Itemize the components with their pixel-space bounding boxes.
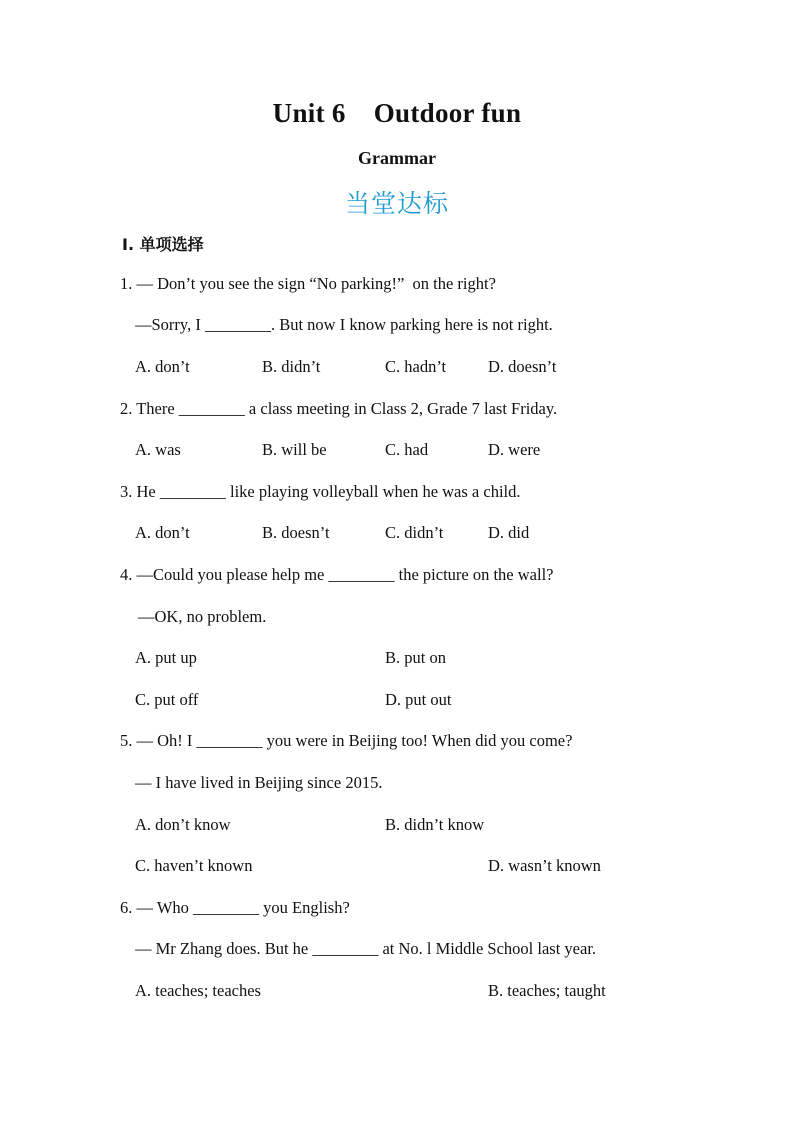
question-4-response: —OK, no problem. [138, 607, 267, 626]
question-4-option-b: B. put on [385, 648, 446, 667]
question-2-option-a: A. was [135, 440, 181, 459]
section-banner: 当堂达标 [344, 189, 449, 218]
unit-topic: Outdoor fun [373, 98, 522, 128]
question-1-stem: 1. — Don’t you see the sign “No parking!” on the right? [120, 274, 496, 293]
question-1-option-a: A. don’t [135, 357, 190, 376]
question-3-option-c: C. didn’t [385, 523, 444, 542]
question-5-option-a: A. don’t know [135, 815, 231, 834]
question-5-option-d: D. wasn’t known [488, 856, 601, 875]
question-5-response: — I have lived in Beijing since 2015. [135, 773, 383, 792]
page-title [0, 98, 794, 129]
question-3-option-a: A. don’t [135, 523, 190, 542]
question-2-option-d: D. were [488, 440, 541, 459]
question-1-option-c: C. hadn’t [385, 357, 447, 376]
question-4-stem: 4. —Could you please help me ________ the picture on the wall? [120, 565, 554, 584]
question-1-option-b: B. didn’t [262, 357, 321, 376]
question-3-option-d: D. did [488, 523, 530, 542]
section-heading: Ⅰ. 单项选择 [122, 235, 204, 254]
question-6-stem: 6. — Who ________ you English? [120, 898, 350, 917]
question-6-option-b: B. teaches; taught [488, 981, 606, 1000]
question-3-option-b: B. doesn’t [262, 523, 330, 542]
question-1-response: —Sorry, I ________. But now I know parking here is not right. [135, 315, 553, 334]
question-2-option-b: B. will be [262, 440, 327, 459]
question-2-stem: 2. There ________ a class meeting in Class 2, Grade 7 last Friday. [120, 399, 558, 418]
question-6-response: — Mr Zhang does. But he ________ at No. l Middle School last year. [135, 939, 597, 958]
unit-label: Unit 6 [272, 98, 346, 128]
question-1-option-d: D. doesn’t [488, 357, 557, 376]
question-5-stem: 5. — Oh! I ________ you were in Beijing too! When did you come? [120, 731, 573, 750]
question-4-option-c: C. put off [135, 690, 199, 709]
question-3-stem: 3. He ________ like playing volleyball when he was a child. [120, 482, 521, 501]
question-4-option-a: A. put up [135, 648, 197, 667]
question-4-option-d: D. put out [385, 690, 452, 709]
question-5-option-c: C. haven’t known [135, 856, 253, 875]
question-2-option-c: C. had [385, 440, 429, 459]
page-subtitle: Grammar [358, 148, 436, 168]
question-6-option-a: A. teaches; teaches [135, 981, 261, 1000]
question-5-option-b: B. didn’t know [385, 815, 485, 834]
